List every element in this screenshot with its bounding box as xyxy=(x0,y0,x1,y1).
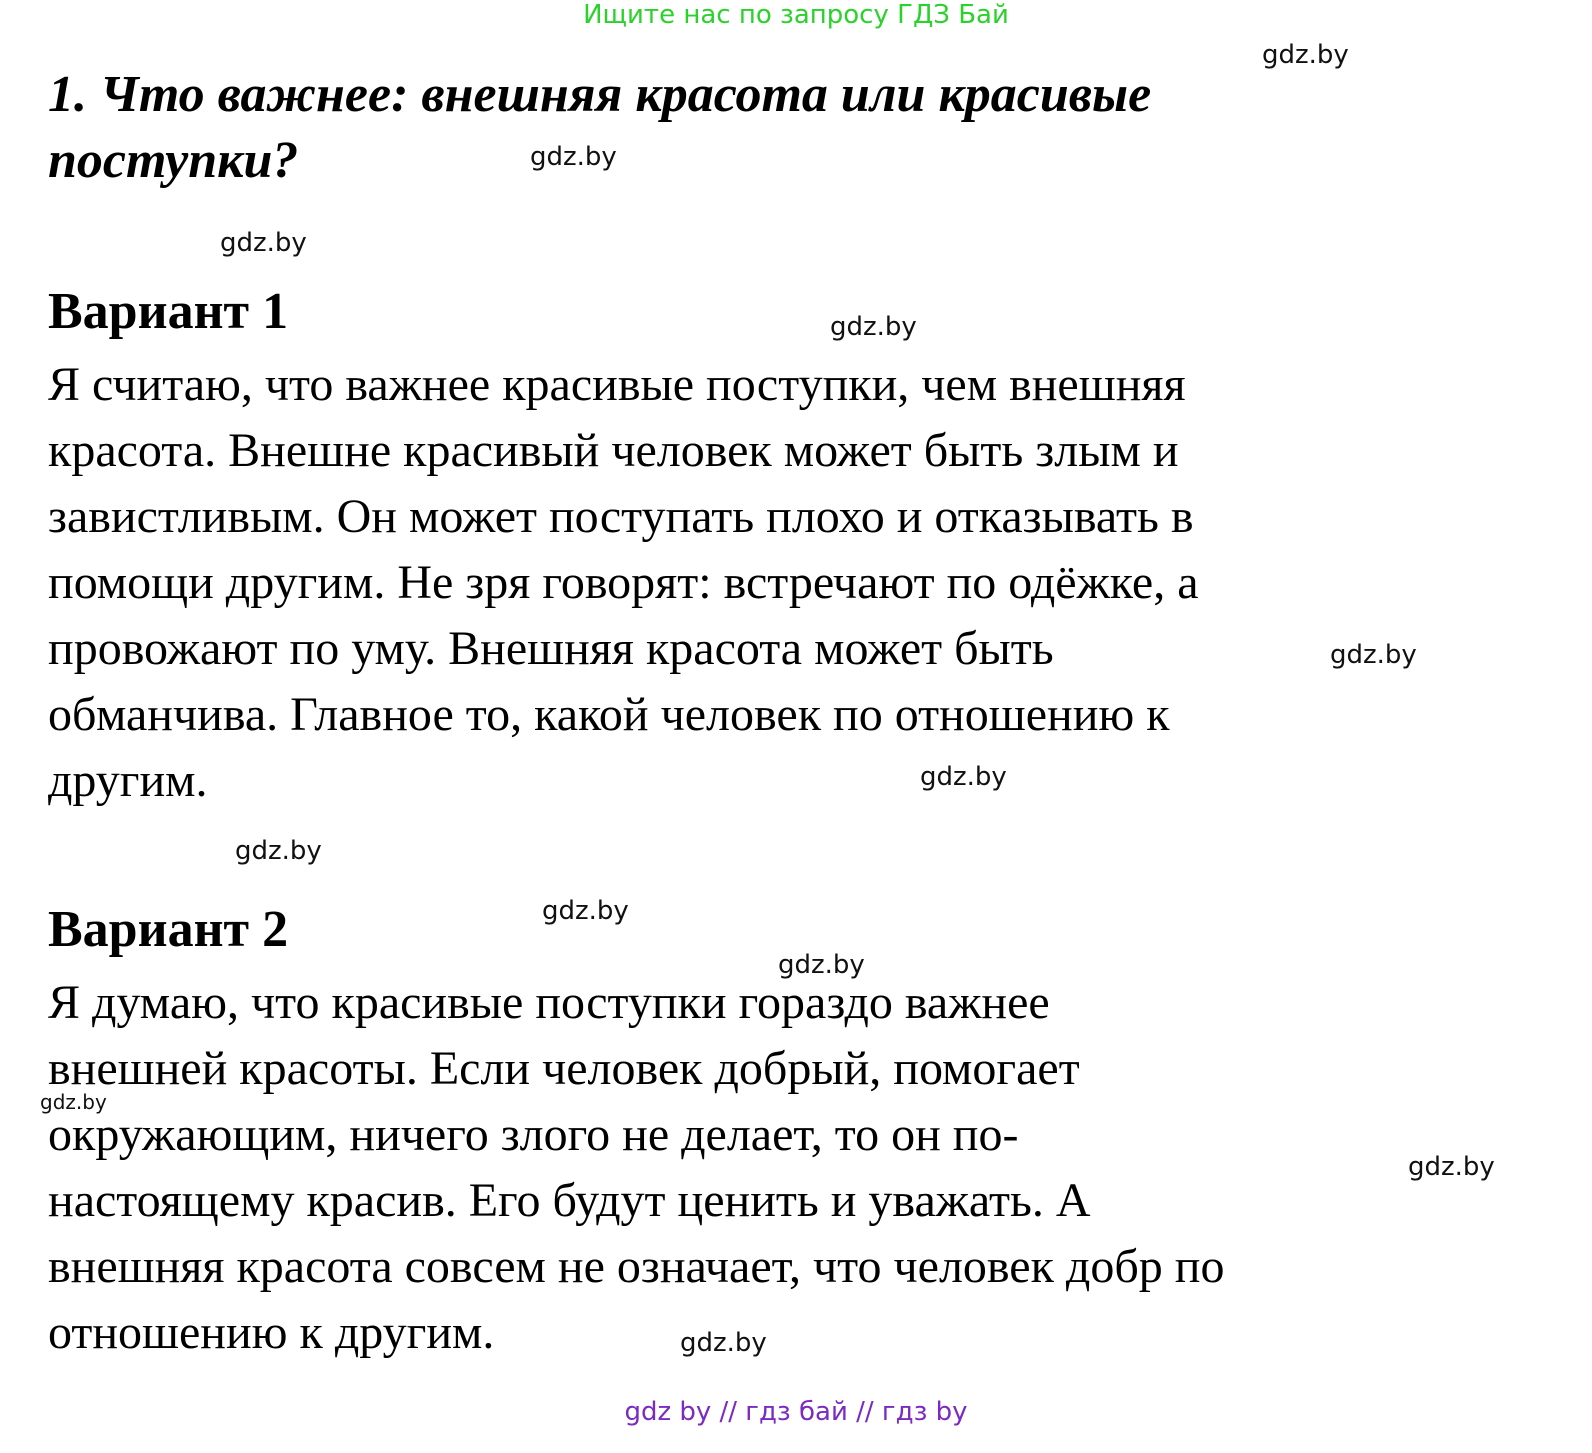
variant-2-title: Вариант 2 xyxy=(48,901,289,958)
watermark: gdz.by xyxy=(40,1090,107,1114)
watermark: gdz.by xyxy=(1408,1152,1495,1182)
watermark: gdz.by xyxy=(542,896,629,926)
watermark: gdz.by xyxy=(1262,40,1349,70)
footer: gdz by // гдз бай // гдз by xyxy=(624,1397,968,1427)
answer-line: помощи другим. Не зря говорят: встречают по одёжке, а xyxy=(48,556,1199,609)
top-banner: Ищите нас по запросу ГДЗ Бай xyxy=(583,0,1009,30)
watermark: gdz.by xyxy=(235,836,322,866)
variant-1-title: Вариант 1 xyxy=(48,283,289,340)
variant-1-answer xyxy=(48,352,1478,814)
answer-line: настоящему красив. Его будут ценить и уважать. А xyxy=(48,1174,1091,1227)
watermark: gdz.by xyxy=(778,950,865,980)
answer-line: красота. Внешне красивый человек может быть злым и xyxy=(48,424,1179,477)
answer-line: внешней красоты. Если человек добрый, помогает xyxy=(48,1042,1080,1095)
watermark: gdz.by xyxy=(830,312,917,342)
answer-line: обманчива. Главное то, какой человек по отношению к xyxy=(48,688,1170,741)
answer-line: другим. xyxy=(48,754,208,807)
watermark: gdz.by xyxy=(1330,640,1417,670)
watermark: gdz.by xyxy=(920,762,1007,792)
variant-2-answer xyxy=(48,970,1478,1366)
watermark: gdz.by xyxy=(220,228,307,258)
answer-line: Я считаю, что важнее красивые поступки, чем внешняя xyxy=(48,358,1186,411)
answer-line: внешняя красота совсем не означает, что человек добр по xyxy=(48,1240,1225,1293)
answer-line: провожают по уму. Внешняя красота может быть xyxy=(48,622,1054,675)
answer-line: завистливым. Он может поступать плохо и отказывать в xyxy=(48,490,1194,543)
answer-line: отношению к другим. xyxy=(48,1306,495,1359)
watermark: gdz.by xyxy=(680,1328,767,1358)
answer-line: окружающим, ничего злого не делает, то он по- xyxy=(48,1108,1019,1161)
answer-line: Я думаю, что красивые поступки гораздо важнее xyxy=(48,976,1050,1029)
question-heading: 1. Что важнее: внешняя красота или красивые поступки? xyxy=(48,66,1152,189)
watermark: gdz.by xyxy=(530,142,617,172)
